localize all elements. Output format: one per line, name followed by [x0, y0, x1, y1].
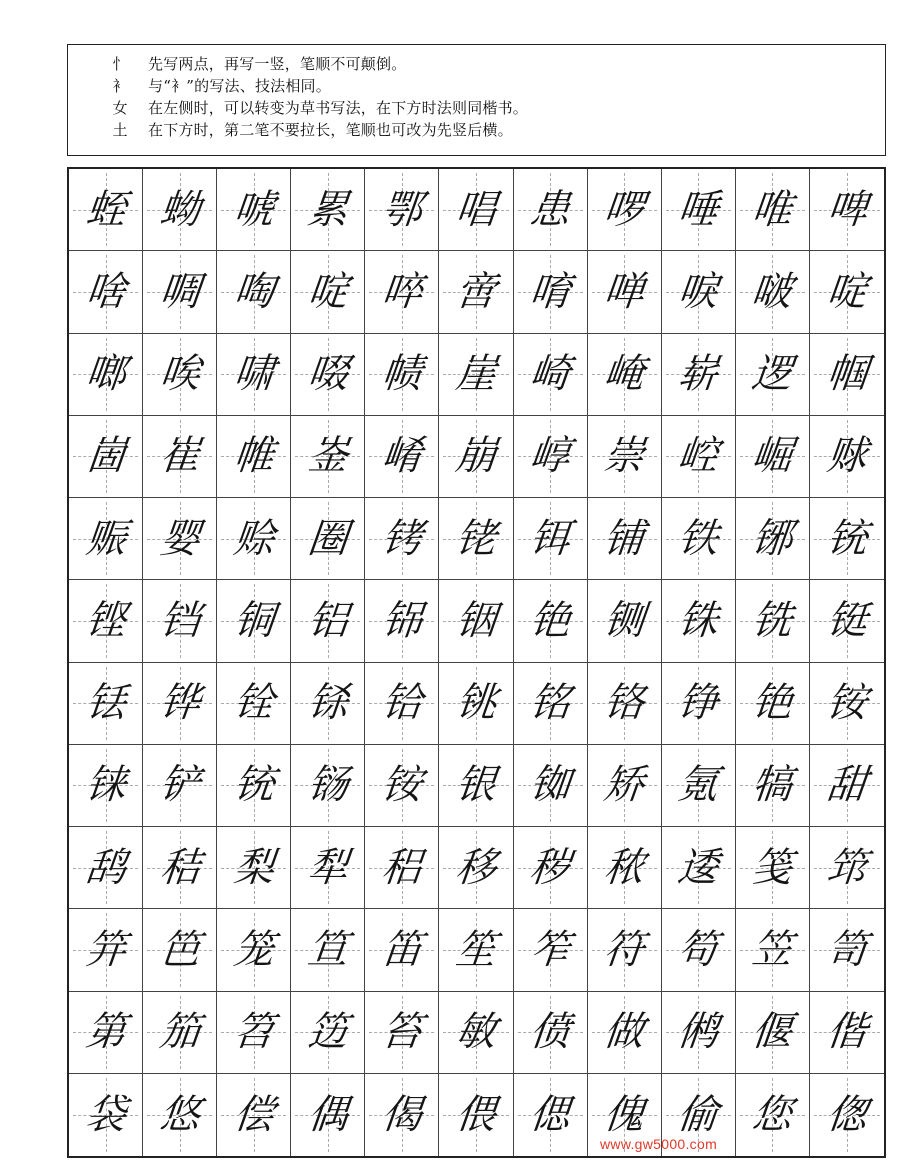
calligraphy-character: 铐: [379, 515, 425, 562]
calligraphy-character: 笮: [527, 926, 573, 973]
calligraphy-character: 偬: [824, 1091, 870, 1138]
grid-cell: [69, 498, 143, 580]
calligraphy-character: 唯: [749, 186, 795, 233]
calligraphy-character: 秸: [157, 844, 203, 891]
calligraphy-character: 偾: [527, 1009, 573, 1056]
calligraphy-character: 甜: [824, 762, 870, 809]
calligraphy-character: 铤: [824, 597, 870, 644]
grid-cell: [810, 580, 884, 662]
grid-cell: [291, 1074, 365, 1156]
grid-cell: [365, 334, 439, 416]
grid-cell: [514, 663, 588, 745]
calligraphy-character: 鄂: [379, 186, 425, 233]
calligraphy-character: 偶: [305, 1091, 351, 1138]
grid-cell: [662, 169, 736, 251]
grid-cell: [217, 334, 291, 416]
notes-box: [67, 44, 886, 156]
grid-cell: [514, 169, 588, 251]
calligraphy-character: 笞: [379, 1009, 425, 1056]
grid-cell: [217, 663, 291, 745]
calligraphy-character: 袋: [83, 1091, 128, 1138]
note-radical: 土: [112, 121, 128, 139]
calligraphy-character: 啷: [83, 351, 128, 398]
calligraphy-character: 崟: [305, 433, 351, 480]
calligraphy-character: 铷: [527, 762, 573, 809]
calligraphy-character: 铑: [453, 515, 499, 562]
calligraphy-character: 铲: [157, 762, 203, 809]
grid-cell: [662, 909, 736, 991]
calligraphy-character: 铳: [824, 515, 870, 562]
grid-cell: [810, 169, 884, 251]
calligraphy-character: 铜: [231, 597, 277, 644]
calligraphy-character: 崮: [83, 433, 128, 480]
calligraphy-character: 崞: [527, 433, 573, 480]
calligraphy-character: 啥: [83, 268, 128, 315]
grid-cell: [143, 745, 217, 827]
calligraphy-character: 铟: [453, 597, 499, 644]
grid-cell: [217, 745, 291, 827]
grid-cell: [365, 745, 439, 827]
calligraphy-character: 银: [453, 762, 499, 809]
calligraphy-character: 秽: [527, 844, 573, 891]
calligraphy-character: 铵: [379, 762, 425, 809]
calligraphy-character: 崤: [379, 433, 425, 480]
grid-cell: [662, 745, 736, 827]
grid-cell: [69, 251, 143, 333]
grid-cell: [69, 745, 143, 827]
grid-cell: [514, 251, 588, 333]
grid-cell: [217, 909, 291, 991]
grid-cell: [439, 334, 513, 416]
grid-cell: [291, 169, 365, 251]
grid-cell: [143, 909, 217, 991]
calligraphy-character: 笾: [305, 1009, 351, 1056]
calligraphy-character: 崦: [601, 351, 647, 398]
grid-cell: [662, 334, 736, 416]
grid-cell: [588, 827, 662, 909]
grid-cell: [291, 909, 365, 991]
calligraphy-character: 第: [83, 1009, 128, 1056]
calligraphy-character: 偎: [453, 1091, 499, 1138]
grid-cell: [365, 416, 439, 498]
calligraphy-character: 唬: [231, 186, 277, 233]
grid-cell: [736, 416, 810, 498]
grid-cell: [439, 827, 513, 909]
calligraphy-character: 铮: [675, 680, 721, 727]
calligraphy-character: 铳: [231, 762, 277, 809]
grid-cell: [217, 580, 291, 662]
calligraphy-character: 逻: [749, 351, 795, 398]
calligraphy-character: 铘: [749, 515, 795, 562]
calligraphy-character: 唳: [675, 268, 721, 315]
calligraphy-character: 铯: [749, 680, 795, 727]
grid-cell: [217, 416, 291, 498]
grid-cell: [514, 909, 588, 991]
grid-cell: [588, 580, 662, 662]
grid-cell: [736, 580, 810, 662]
grid-cell: [69, 416, 143, 498]
grid-cell: [217, 992, 291, 1074]
grid-cell: [662, 992, 736, 1074]
calligraphy-character: 铭: [527, 680, 573, 727]
note-text: 在左侧时，可以转变为草书写法，在下方时法则同楷书。: [148, 99, 529, 117]
grid-cell: [291, 498, 365, 580]
grid-cell: [514, 498, 588, 580]
grid-cell: [217, 498, 291, 580]
grid-cell: [736, 1074, 810, 1156]
calligraphy-character: 筇: [824, 844, 870, 891]
grid-cell: [662, 663, 736, 745]
calligraphy-character: 铼: [83, 762, 128, 809]
calligraphy-character: 偿: [231, 1091, 277, 1138]
grid-cell: [662, 251, 736, 333]
grid-cell: [143, 169, 217, 251]
calligraphy-character: 铵: [824, 680, 870, 727]
calligraphy-character: 患: [527, 186, 573, 233]
calligraphy-character: 唱: [453, 186, 499, 233]
calligraphy-character: 笙: [453, 926, 499, 973]
calligraphy-character: 铒: [527, 515, 573, 562]
calligraphy-character: 笛: [379, 926, 425, 973]
calligraphy-character: 赊: [231, 515, 277, 562]
calligraphy-character: 逶: [675, 844, 721, 891]
calligraphy-character: 铝: [305, 597, 351, 644]
grid-cell: [217, 251, 291, 333]
grid-cell: [736, 827, 810, 909]
calligraphy-character: 啵: [749, 268, 795, 315]
calligraphy-character: 啁: [157, 268, 203, 315]
practice-grid: [67, 167, 886, 1158]
note-text: 先写两点，再写一竖，笔顺不可颠倒。: [148, 55, 407, 73]
grid-cell: [217, 827, 291, 909]
grid-cell: [291, 416, 365, 498]
calligraphy-character: 矫: [601, 762, 647, 809]
grid-cell: [736, 992, 810, 1074]
calligraphy-character: 偃: [749, 1009, 795, 1056]
grid-cell: [588, 334, 662, 416]
calligraphy-character: 笥: [824, 926, 870, 973]
grid-cell: [291, 992, 365, 1074]
calligraphy-character: 笱: [675, 926, 721, 973]
calligraphy-character: 铁: [675, 515, 721, 562]
grid-cell: [588, 745, 662, 827]
grid-cell: [588, 992, 662, 1074]
calligraphy-character: 鸹: [83, 844, 128, 891]
calligraphy-character: 唾: [675, 186, 721, 233]
grid-cell: [514, 1074, 588, 1156]
grid-cell: [439, 992, 513, 1074]
calligraphy-character: 铪: [379, 680, 425, 727]
calligraphy-character: 铥: [83, 680, 128, 727]
grid-cell: [69, 827, 143, 909]
grid-cell: [514, 580, 588, 662]
calligraphy-character: 傀: [601, 1091, 647, 1138]
calligraphy-character: 铧: [157, 680, 203, 727]
grid-cell: [365, 580, 439, 662]
calligraphy-character: 啰: [601, 186, 647, 233]
grid-cell: [69, 334, 143, 416]
grid-cell: [588, 416, 662, 498]
calligraphy-character: 啴: [601, 268, 647, 315]
calligraphy-character: 笤: [231, 1009, 277, 1056]
calligraphy-character: 鸺: [675, 1009, 721, 1056]
grid-cell: [514, 992, 588, 1074]
calligraphy-character: 铨: [231, 680, 277, 727]
grid-cell: [143, 663, 217, 745]
calligraphy-character: 偕: [824, 1009, 870, 1056]
character-grid: [69, 169, 884, 1156]
calligraphy-character: 您: [749, 1091, 795, 1138]
grid-cell: [736, 498, 810, 580]
calligraphy-character: 崩: [453, 433, 499, 480]
grid-cell: [810, 498, 884, 580]
calligraphy-character: 啸: [231, 351, 277, 398]
calligraphy-character: 铩: [305, 680, 351, 727]
calligraphy-character: 偈: [379, 1091, 425, 1138]
calligraphy-character: 犒: [749, 762, 795, 809]
note-radical: 女: [112, 99, 128, 117]
grid-cell: [143, 580, 217, 662]
calligraphy-character: 铫: [453, 680, 499, 727]
calligraphy-character: 敏: [453, 1009, 499, 1056]
calligraphy-character: 蚴: [157, 186, 203, 233]
grid-cell: [439, 1074, 513, 1156]
calligraphy-character: 啶: [305, 268, 351, 315]
grid-cell: [143, 992, 217, 1074]
calligraphy-character: 累: [305, 186, 351, 233]
grid-cell: [365, 663, 439, 745]
calligraphy-character: 悠: [157, 1091, 203, 1138]
grid-cell: [588, 169, 662, 251]
calligraphy-character: 啜: [305, 351, 351, 398]
calligraphy-character: 崆: [675, 433, 721, 480]
calligraphy-character: 崖: [453, 351, 499, 398]
note-text: 与“衤”的写法、技法相同。: [148, 77, 331, 95]
grid-cell: [588, 498, 662, 580]
watermark-text: www.gw5000.com: [600, 1136, 718, 1152]
calligraphy-character: 做: [601, 1009, 647, 1056]
calligraphy-character: 崔: [157, 433, 203, 480]
grid-cell: [439, 909, 513, 991]
calligraphy-character: 婴: [157, 515, 203, 562]
grid-cell: [365, 992, 439, 1074]
calligraphy-character: 犁: [305, 844, 351, 891]
calligraphy-character: 笼: [231, 926, 277, 973]
calligraphy-character: 符: [601, 926, 647, 973]
calligraphy-character: 铯: [527, 597, 573, 644]
calligraphy-character: 铬: [601, 680, 647, 727]
calligraphy-character: 赇: [824, 433, 870, 480]
grid-cell: [736, 334, 810, 416]
grid-cell: [810, 827, 884, 909]
grid-cell: [439, 169, 513, 251]
grid-cell: [365, 1074, 439, 1156]
calligraphy-character: 稆: [379, 844, 425, 891]
grid-cell: [514, 416, 588, 498]
grid-cell: [810, 334, 884, 416]
grid-cell: [514, 827, 588, 909]
grid-cell: [439, 498, 513, 580]
grid-cell: [143, 498, 217, 580]
calligraphy-character: 唉: [157, 351, 203, 398]
grid-cell: [662, 827, 736, 909]
calligraphy-character: 崎: [527, 351, 573, 398]
grid-cell: [291, 827, 365, 909]
calligraphy-character: 铣: [749, 597, 795, 644]
calligraphy-character: 铺: [601, 515, 647, 562]
calligraphy-character: 崛: [749, 433, 795, 480]
grid-cell: [291, 580, 365, 662]
calligraphy-character: 铢: [675, 597, 721, 644]
grid-cell: [736, 251, 810, 333]
grid-cell: [69, 169, 143, 251]
note-radical: 衤: [112, 77, 128, 95]
calligraphy-character: 笆: [157, 926, 203, 973]
calligraphy-character: 笳: [157, 1009, 203, 1056]
calligraphy-character: 笪: [305, 926, 351, 973]
grid-cell: [291, 745, 365, 827]
grid-cell: [810, 909, 884, 991]
grid-cell: [439, 416, 513, 498]
calligraphy-character: 笠: [749, 926, 795, 973]
calligraphy-character: 偲: [527, 1091, 573, 1138]
grid-cell: [143, 1074, 217, 1156]
grid-cell: [736, 169, 810, 251]
grid-cell: [291, 251, 365, 333]
grid-cell: [69, 663, 143, 745]
calligraphy-character: 崇: [601, 433, 647, 480]
calligraphy-character: 啕: [231, 268, 277, 315]
calligraphy-character: 偷: [675, 1091, 721, 1138]
grid-cell: [365, 827, 439, 909]
grid-cell: [143, 334, 217, 416]
grid-cell: [143, 251, 217, 333]
grid-cell: [588, 909, 662, 991]
grid-cell: [514, 745, 588, 827]
calligraphy-character: 铞: [379, 597, 425, 644]
calligraphy-character: 铛: [157, 597, 203, 644]
grid-cell: [736, 663, 810, 745]
calligraphy-character: 帼: [824, 351, 870, 398]
grid-cell: [69, 992, 143, 1074]
note-text: 在下方时，第二笔不要拉长，笔顺也可改为先竖后横。: [148, 121, 513, 139]
grid-cell: [736, 745, 810, 827]
calligraphy-character: 啤: [824, 186, 870, 233]
grid-cell: [69, 580, 143, 662]
grid-cell: [810, 251, 884, 333]
grid-cell: [291, 334, 365, 416]
grid-cell: [662, 498, 736, 580]
grid-cell: [588, 251, 662, 333]
calligraphy-character: 铿: [83, 597, 128, 644]
grid-cell: [365, 909, 439, 991]
calligraphy-character: 梨: [231, 844, 277, 891]
grid-cell: [365, 169, 439, 251]
grid-cell: [810, 663, 884, 745]
grid-cell: [69, 909, 143, 991]
grid-cell: [439, 663, 513, 745]
calligraphy-character: 赈: [83, 515, 128, 562]
grid-cell: [810, 992, 884, 1074]
calligraphy-character: 啻: [453, 268, 499, 315]
grid-cell: [810, 1074, 884, 1156]
grid-cell: [439, 251, 513, 333]
calligraphy-character: 笺: [749, 844, 795, 891]
grid-cell: [810, 416, 884, 498]
grid-cell: [514, 334, 588, 416]
note-radical: 忄: [112, 55, 128, 73]
grid-cell: [217, 1074, 291, 1156]
calligraphy-character: 唷: [527, 268, 573, 315]
calligraphy-character: 帷: [231, 433, 277, 480]
grid-cell: [365, 251, 439, 333]
calligraphy-character: 崭: [675, 351, 721, 398]
grid-cell: [143, 416, 217, 498]
grid-cell: [588, 663, 662, 745]
grid-cell: [217, 169, 291, 251]
grid-cell: [736, 909, 810, 991]
calligraphy-character: 铴: [305, 762, 351, 809]
calligraphy-character: 秾: [601, 844, 647, 891]
grid-cell: [662, 416, 736, 498]
calligraphy-character: 蛭: [83, 186, 128, 233]
grid-cell: [439, 580, 513, 662]
calligraphy-character: 氪: [675, 762, 721, 809]
grid-cell: [662, 580, 736, 662]
calligraphy-character: 移: [453, 844, 499, 891]
grid-cell: [365, 498, 439, 580]
calligraphy-character: 帻: [379, 351, 425, 398]
grid-cell: [439, 745, 513, 827]
calligraphy-character: 啐: [379, 268, 425, 315]
grid-cell: [143, 827, 217, 909]
grid-cell: [810, 745, 884, 827]
grid-cell: [291, 663, 365, 745]
calligraphy-character: 圈: [305, 515, 351, 562]
calligraphy-character: 笄: [83, 926, 128, 973]
calligraphy-character: 啶: [824, 268, 870, 315]
calligraphy-character: 铡: [601, 597, 647, 644]
grid-cell: [69, 1074, 143, 1156]
